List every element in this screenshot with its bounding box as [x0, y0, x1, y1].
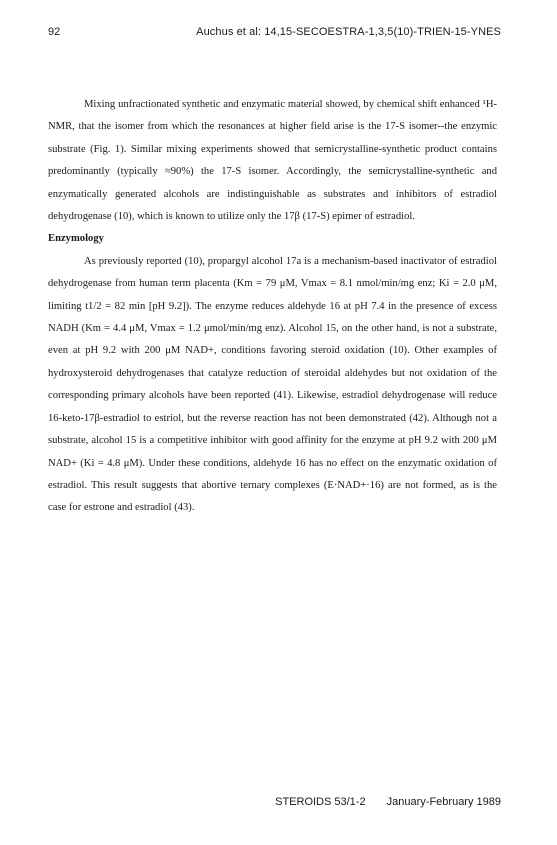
page-footer	[275, 796, 501, 808]
page-number: 92	[48, 26, 61, 38]
page-header	[48, 26, 501, 42]
paragraph-nmr-mixing: Mixing unfractionated synthetic and enzymatic material showed, by chemical shift enhanced ¹H-NMR, that the isomer from which the resonances at higher field arise is the 17-S isomer--the enzymic substrate (Fig. 1). Similar mixing experiments showed that semicrystalline-synthetic product contains predominantly (typically ≈90%) the 17-S isomer. Accordingly, the semicrystalline-synthetic and enzymatically generated alcohols are indistinguishable as substrates and inhibitors of estradiol dehydrogenase (10), which is known to utilize only the 17β (17-S) epimer of estradiol.	[48, 99, 497, 223]
journal-citation: STEROIDS 53/1-2	[275, 796, 366, 808]
paragraph-enzymology: As previously reported (10), propargyl alcohol 17a is a mechanism-based inactivator of estradiol dehydrogenase from human term placenta (Km = 79 μM, Vmax = 8.1 nmol/min/mg enz; Ki = 2.0 μM, limiting t1/2 = 82 min [pH 9.2]). The enzyme reduces aldehyde 16 at pH 7.4 in the presence of excess NADH (Km = 4.4 μM, Vmax = 1.2 μmol/min/mg enz). Alcohol 15, on the other hand, is not a substrate, even at pH 9.2 with 200 μM NAD+, conditions favoring steroid oxidation (10). Other examples of hydroxysteroid dehydrogenases that catalyze reduction of steroidal aldehydes but not oxidation of the corresponding primary alcohols have been reported (41). Likewise, estradiol dehydrogenase will reduce 16-keto-17β-estradiol to estriol, but the reverse reaction has not been demonstrated (42). Although not a substrate, alcohol 15 is a competitive inhibitor with good affinity for the enzyme at pH 9.2 with 200 μM NAD+ (Ki = 4.8 μM). Under these conditions, aldehyde 16 has no effect on the enzymatic oxidation of estradiol. This result suggests that abortive ternary complexes (E·NAD+·16) are not formed, as is the case for estrone and estradiol (43).	[48, 255, 497, 514]
issue-date: January-February 1989	[386, 796, 501, 808]
section-heading-enzymology: Enzymology	[48, 233, 104, 245]
article-body	[48, 94, 497, 520]
running-title: Auchus et al: 14,15-SECOESTRA-1,3,5(10)-TRIEN-15-YNES	[196, 26, 501, 38]
